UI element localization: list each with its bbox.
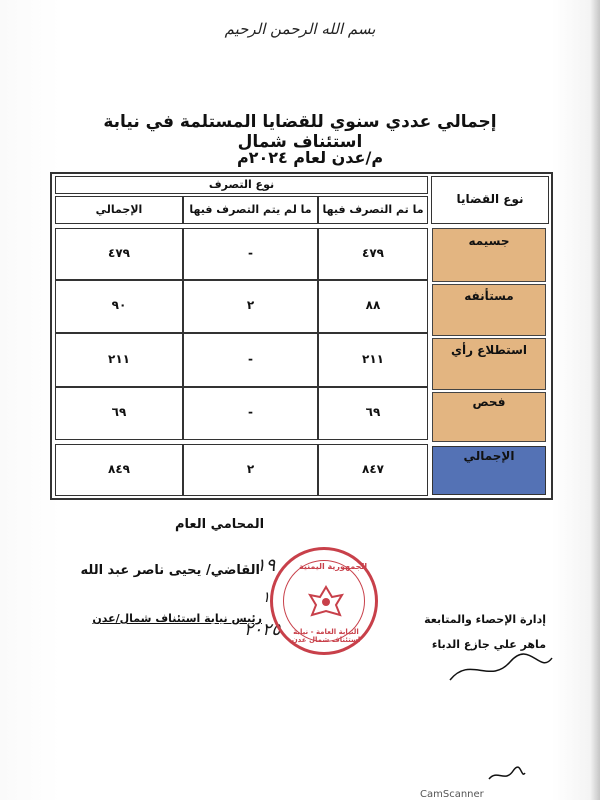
initials-scribble	[487, 765, 527, 785]
category-cell: مستأنفه	[432, 284, 546, 336]
cell-total: ٩٠	[55, 280, 183, 333]
category-cell-total: الإجمالي	[432, 446, 546, 495]
attorney-general-label: المحامي العام	[175, 517, 265, 532]
category-cell: استطلاع رأي	[432, 338, 546, 390]
cell-disposed: ٢١١	[318, 333, 428, 387]
cell-total: ٤٧٩	[55, 228, 183, 280]
category-cell: جسيمه	[432, 228, 546, 282]
header-case-type: نوع القضايا	[431, 176, 549, 224]
header-not-disposed: ما لم يتم التصرف فيها	[183, 196, 318, 224]
head-title: رئيس نيابة استئناف شمال/عدن	[92, 612, 262, 625]
stats-officer-name: ماهر علي جازع الدباء	[431, 638, 546, 651]
cell-not-disposed-total: ٢	[183, 444, 318, 496]
header-total: الإجمالي	[55, 196, 183, 224]
signature-scribble	[440, 650, 560, 690]
document-subtitle: م/عدن لعام ٢٠٢٤م	[236, 148, 384, 167]
cell-grand-total: ٨٤٩	[55, 444, 183, 496]
cell-not-disposed: -	[183, 333, 318, 387]
cell-total: ٦٩	[55, 387, 183, 440]
cell-not-disposed: -	[183, 228, 318, 280]
cell-total: ٢١١	[55, 333, 183, 387]
header-disposed: ما تم التصرف فيها	[318, 196, 428, 224]
eagle-emblem-icon	[306, 583, 346, 623]
stamp-top-text: الجمهورية اليمنية	[299, 562, 368, 571]
cell-disposed-total: ٨٤٧	[318, 444, 428, 496]
official-stamp	[270, 547, 378, 655]
category-cell: فحص	[432, 392, 546, 442]
date-year: ٢٠٢٥	[244, 620, 281, 640]
cell-disposed: ٨٨	[318, 280, 428, 333]
cell-disposed: ٦٩	[318, 387, 428, 440]
stamp-bottom-text: النيابة العامة - نيابة استئناف شمال عدن	[291, 628, 361, 644]
cell-not-disposed: -	[183, 387, 318, 440]
page-edge-shadow	[590, 0, 600, 800]
stats-dept-label: إدارة الإحصاء والمتابعة	[424, 613, 546, 626]
date-day: ١٩	[256, 555, 276, 576]
cell-disposed: ٤٧٩	[318, 228, 428, 280]
header-disposition-type: نوع التصرف	[55, 176, 428, 194]
date-month: ١	[262, 588, 271, 606]
scanner-watermark: CamScanner	[420, 789, 484, 800]
document-title: إجمالي عددي سنوي للقضايا المستلمة في نيابة استئناف شمال	[103, 112, 497, 152]
basmala: بسم الله الرحمن الرحيم	[224, 20, 376, 38]
cell-not-disposed: ٢	[183, 280, 318, 333]
judge-name: القاضي/ يحيى ناصر عبد الله	[80, 563, 260, 578]
